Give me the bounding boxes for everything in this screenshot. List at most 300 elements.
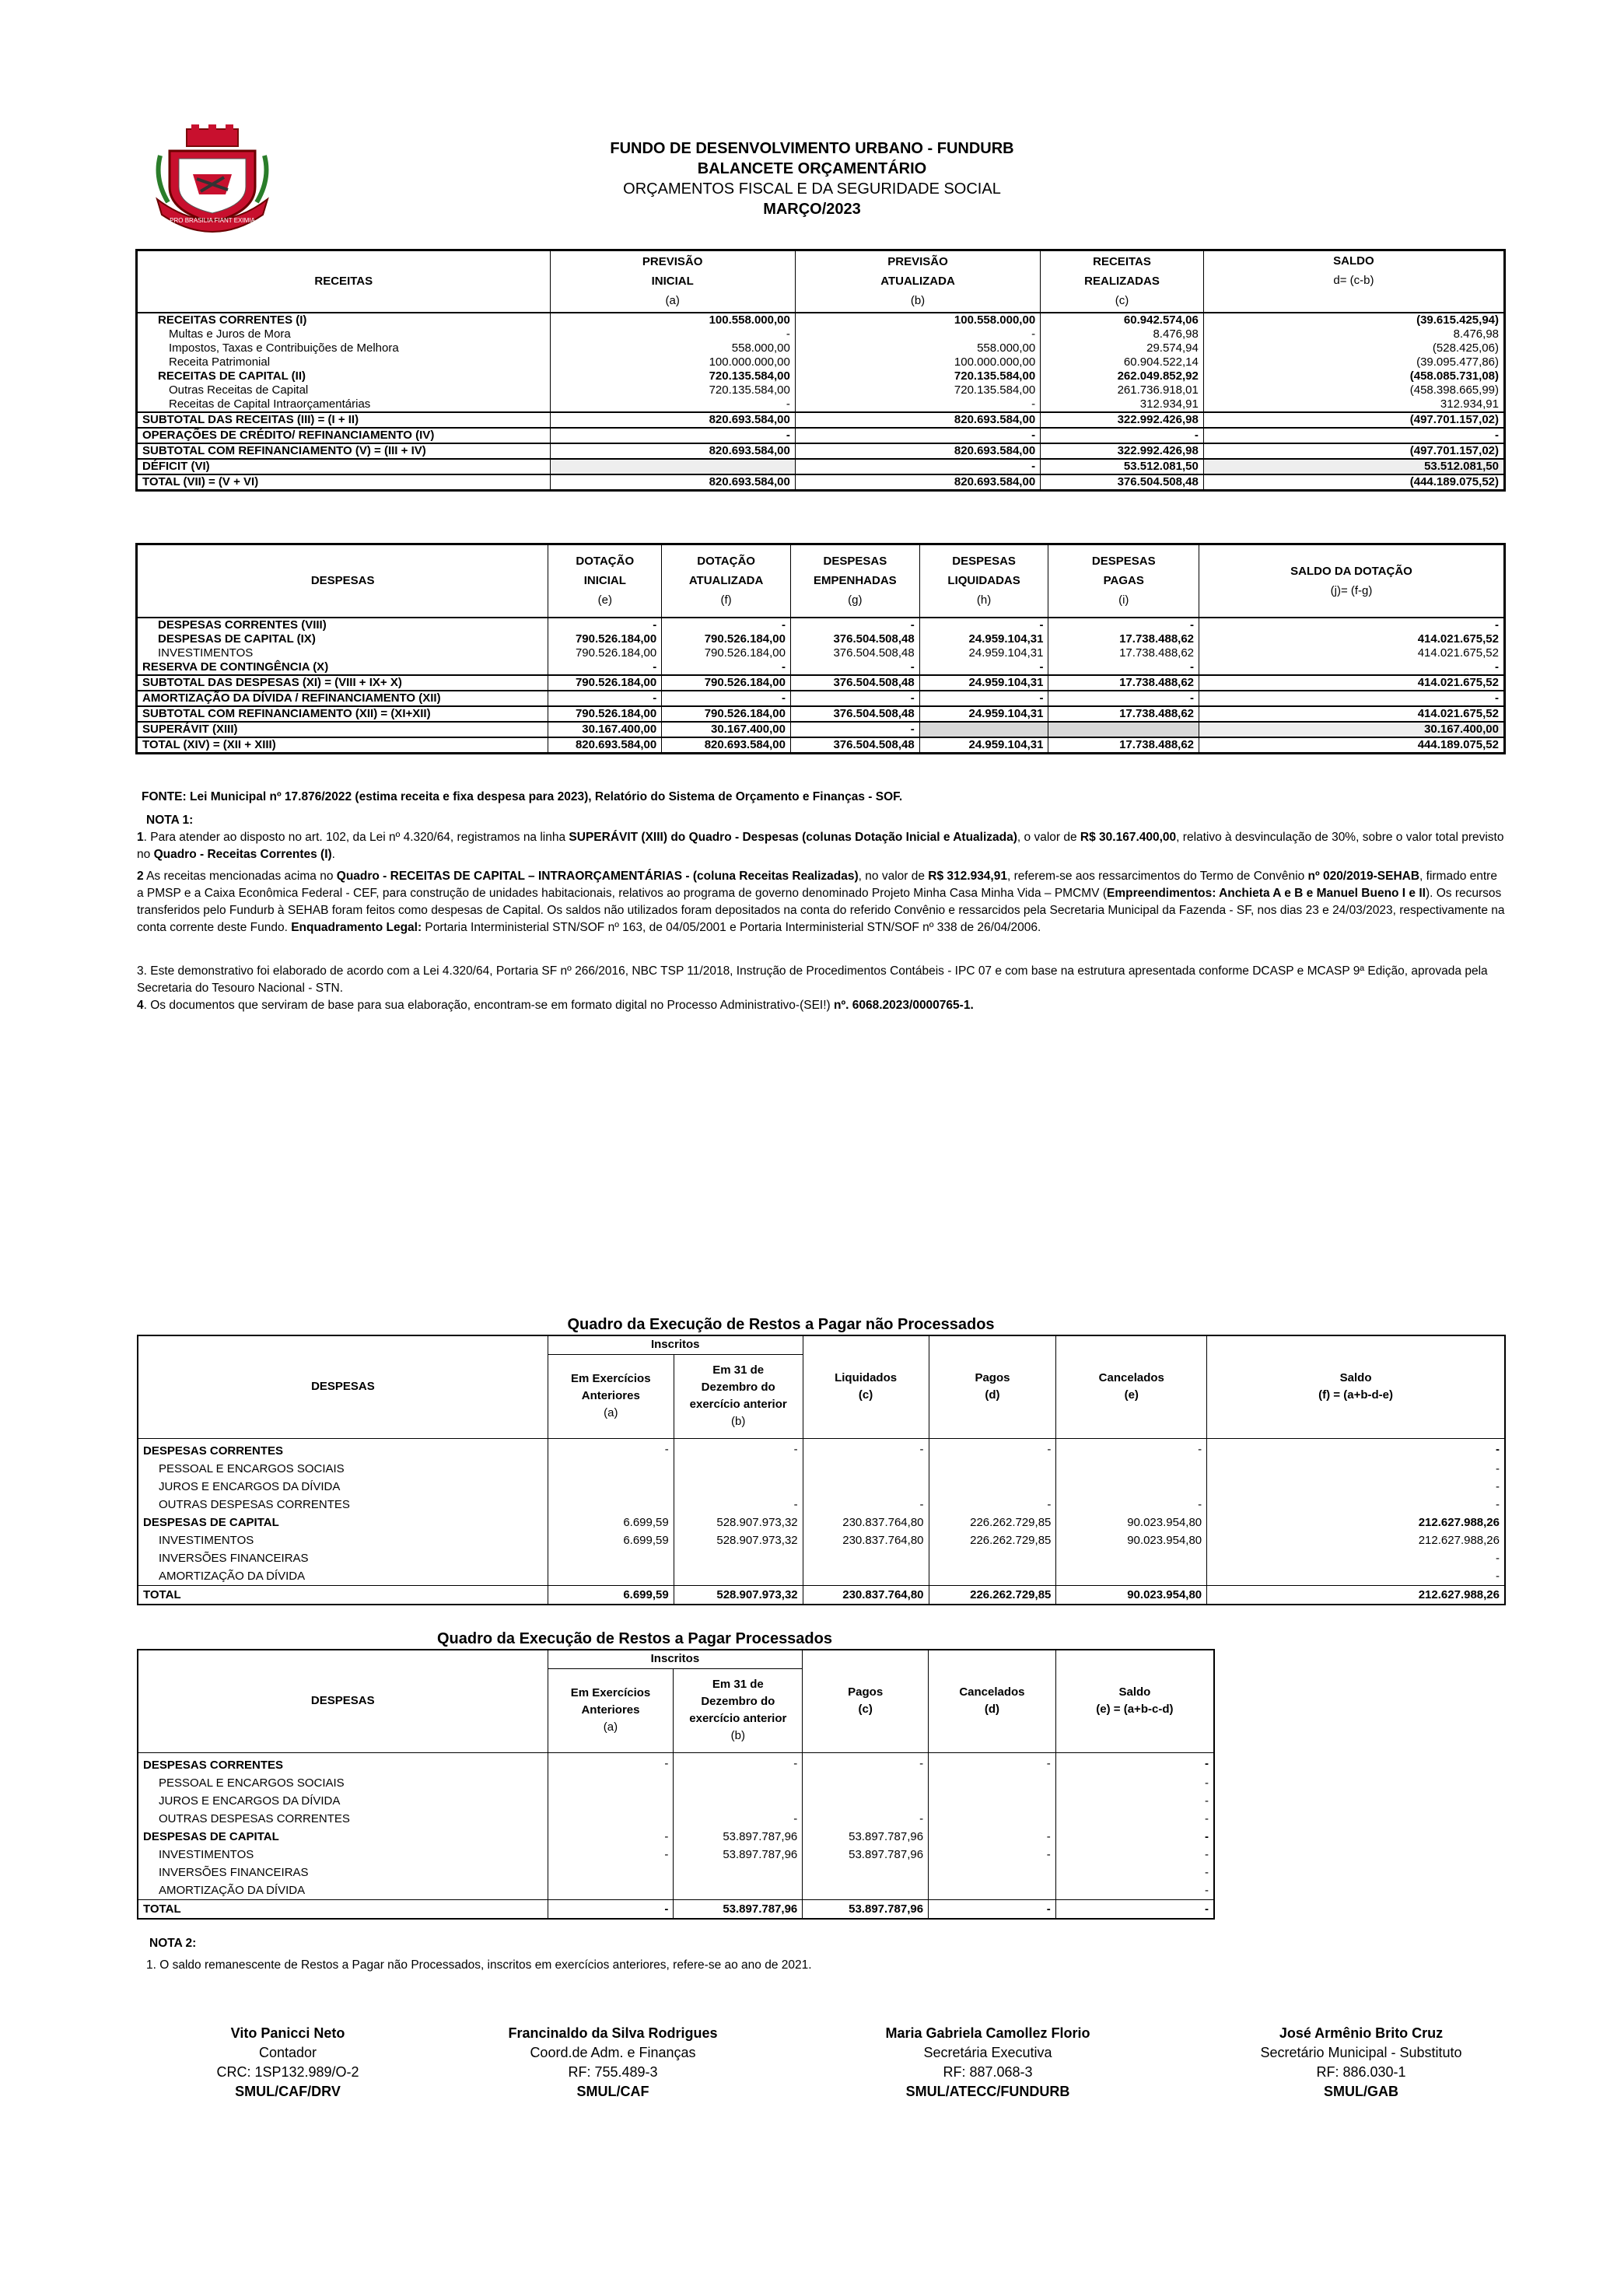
table-row (138, 1478, 1505, 1496)
value-cell-c: 262.049.852,92 (1041, 369, 1204, 383)
row-label: OUTRAS DESPESAS CORRENTES (159, 1811, 350, 1825)
value-cell-d: 8.476,98 (1203, 327, 1504, 341)
value-cell-e: 90.023.954,80 (1056, 1514, 1207, 1531)
liquidadas-header: DESPESAS LIQUIDADAS (h) (919, 544, 1048, 618)
value-cell-e: 790.526.184,00 (548, 706, 662, 722)
value-cell-e: - (1055, 1864, 1214, 1881)
table-row (138, 1899, 1214, 1919)
row-label: RECEITAS DE CAPITAL (II) (158, 369, 306, 383)
table-row (137, 383, 1505, 397)
signature-role: Secretário Municipal - Substituto (1260, 2045, 1462, 2060)
value-cell-h (919, 722, 1048, 737)
table-row (138, 1531, 1505, 1549)
prev-atualizada-header: PREVISÃO ATUALIZADA (b) (795, 250, 1040, 313)
value-cell-f: - (1207, 1496, 1505, 1514)
row-label: SUPERÁVIT (XIII) (137, 722, 548, 737)
rpp-title: Quadro da Execução de Restos a Pagar Processados (437, 1630, 832, 1647)
value-cell-f: 820.693.584,00 (662, 737, 791, 754)
fonte-line: FONTE: Lei Municipal nº 17.876/2022 (estima receita e fixa despesa para 2023), Relatório do Sistema de Orçamento e Finanças - SOF. (142, 790, 903, 803)
value-cell-d (929, 1792, 1056, 1810)
value-cell-f: - (1207, 1549, 1505, 1567)
value-cell-c: 53.512.081,50 (1041, 459, 1204, 474)
row-label: Receitas de Capital Intraorçamentárias (169, 397, 371, 411)
value-cell-b: - (674, 1810, 803, 1828)
value-cell-d (929, 1460, 1056, 1478)
value-cell-a: - (550, 397, 795, 412)
table-row (137, 691, 1505, 706)
rpnp-exercicios-anteriores-header: Em Exercícios Anteriores (a) (548, 1354, 674, 1438)
value-cell-f: - (662, 660, 791, 675)
value-cell-a: 100.558.000,00 (550, 313, 795, 327)
row-label: INVESTIMENTOS (158, 646, 254, 660)
value-cell-g: 376.504.508,48 (790, 646, 919, 660)
value-cell-b (674, 1881, 803, 1900)
row-label: Outras Receitas de Capital (169, 383, 309, 397)
value-cell-a: - (548, 1846, 674, 1864)
value-cell-d: 226.262.729,85 (929, 1531, 1056, 1549)
value-cell-j: 414.021.675,52 (1199, 632, 1505, 646)
value-cell-b: 528.907.973,32 (674, 1585, 803, 1605)
notes-section (137, 789, 1506, 1014)
table-row (138, 1752, 1214, 1774)
value-cell-c: 53.897.787,96 (803, 1828, 929, 1846)
signature-registration: RF: 887.068-3 (943, 2064, 1033, 2080)
value-cell-j: 30.167.400,00 (1199, 722, 1505, 737)
realizadas-header: RECEITAS REALIZADAS (c) (1041, 250, 1204, 313)
value-cell-b: 558.000,00 (795, 341, 1040, 355)
row-label: OUTRAS DESPESAS CORRENTES (159, 1497, 350, 1511)
value-cell-c: - (803, 1496, 929, 1514)
value-cell-a: - (548, 1752, 674, 1774)
value-cell-d: (39.095.477,86) (1203, 355, 1504, 369)
value-cell-d (929, 1881, 1056, 1900)
nota2-item-1: 1. O saldo remanescente de Restos a Pagar não Processados, inscritos em exercícios anteriores, refere-se ao ano de 2021. (146, 1958, 812, 1972)
table-row (138, 1549, 1505, 1567)
value-cell-d (929, 1810, 1056, 1828)
value-cell-e: - (1055, 1752, 1214, 1774)
value-cell-e: - (1055, 1792, 1214, 1810)
value-cell-f: 790.526.184,00 (662, 706, 791, 722)
row-label: TOTAL (138, 1899, 548, 1919)
row-label: TOTAL (XIV) = (XII + XIII) (137, 737, 548, 754)
value-cell-b (674, 1567, 803, 1586)
value-cell-c: 60.904.522,14 (1041, 355, 1204, 369)
value-cell-e (1056, 1549, 1207, 1567)
table-row (137, 737, 1505, 754)
value-cell-d: (458.398.665,99) (1203, 383, 1504, 397)
saldo-header: SALDO d= (c-b) (1203, 250, 1504, 313)
value-cell-c: 230.837.764,80 (803, 1585, 929, 1605)
value-cell-j: 444.189.075,52 (1199, 737, 1505, 754)
value-cell-b (674, 1549, 803, 1567)
signature-name: Maria Gabriela Camollez Florio (885, 2025, 1090, 2041)
signature-registration: RF: 755.489-3 (568, 2064, 658, 2080)
table-row (137, 397, 1505, 412)
value-cell-j: 414.021.675,52 (1199, 675, 1505, 691)
value-cell-a: 820.693.584,00 (550, 412, 795, 428)
value-cell-b: 53.897.787,96 (674, 1828, 803, 1846)
value-cell-f: 212.627.988,26 (1207, 1531, 1505, 1549)
value-cell-c: 322.992.426,98 (1041, 443, 1204, 459)
value-cell-g: - (790, 722, 919, 737)
table-row (137, 428, 1505, 443)
rpp-inscritos-header: Inscritos (548, 1650, 803, 1668)
table-row (137, 459, 1505, 474)
receitas-table (135, 249, 1506, 492)
value-cell-c: 29.574,94 (1041, 341, 1204, 355)
value-cell-h: 24.959.104,31 (919, 646, 1048, 660)
signature-unit: SMUL/ATECC/FUNDURB (905, 2084, 1070, 2099)
value-cell-d: (497.701.157,02) (1203, 443, 1504, 459)
row-label: DESPESAS DE CAPITAL (IX) (158, 632, 316, 646)
value-cell-h: 24.959.104,31 (919, 675, 1048, 691)
table-row (138, 1438, 1505, 1460)
table-row (138, 1828, 1214, 1846)
value-cell-c: 53.897.787,96 (803, 1899, 929, 1919)
value-cell-d: (458.085.731,08) (1203, 369, 1504, 383)
value-cell-a: - (550, 428, 795, 443)
value-cell-d: - (929, 1438, 1056, 1460)
value-cell-d: - (929, 1846, 1056, 1864)
table-row (137, 722, 1505, 737)
table-row (138, 1567, 1505, 1586)
value-cell-e: - (1056, 1496, 1207, 1514)
table-row (137, 660, 1505, 675)
value-cell-a: - (548, 1438, 674, 1460)
value-cell-c (803, 1460, 929, 1478)
value-cell-g: - (790, 691, 919, 706)
value-cell-g: - (790, 618, 919, 632)
rpnp-cancelados-header: Cancelados (e) (1056, 1335, 1207, 1438)
value-cell-d: - (1203, 428, 1504, 443)
value-cell-b: 720.135.584,00 (795, 369, 1040, 383)
report-header (0, 138, 1624, 219)
value-cell-h: - (919, 618, 1048, 632)
rpnp-inscritos-header: Inscritos (548, 1335, 803, 1354)
rpp-despesas-header: DESPESAS (138, 1650, 548, 1752)
header-fund-name: FUNDO DE DESENVOLVIMENTO URBANO - FUNDURB (610, 140, 1014, 157)
value-cell-c (803, 1864, 929, 1881)
nota2-section (137, 1935, 1506, 1974)
rpnp-31-dezembro-header: Em 31 de Dezembro do exercício anterior (b) (674, 1354, 803, 1438)
value-cell-e: 90.023.954,80 (1056, 1531, 1207, 1549)
value-cell-g: 376.504.508,48 (790, 737, 919, 754)
nota1-item-3: 3. Este demonstrativo foi elaborado de acordo com a Lei 4.320/64, Portaria SF nº 266/2016, NBC TSP 11/2018, Instrução de Procedimentos Contábeis - IPC 07 e com base na estrutura apresentada conforme DCASP e MCASP 9ª Edição, aprovada pela Secretaria do Tesouro Nacional - STN. (137, 964, 1488, 995)
rpnp-title: Quadro da Execução de Restos a Pagar não Processados (567, 1316, 995, 1333)
value-cell-h: 24.959.104,31 (919, 737, 1048, 754)
value-cell-c: - (803, 1438, 929, 1460)
value-cell-d: 226.262.729,85 (929, 1585, 1056, 1605)
svg-text:PRO BRASILIA FIANT EXIMIA: PRO BRASILIA FIANT EXIMIA (170, 217, 255, 224)
value-cell-f: 212.627.988,26 (1207, 1514, 1505, 1531)
value-cell-a: 820.693.584,00 (550, 474, 795, 491)
value-cell-i (1048, 722, 1199, 737)
value-cell-e: - (1055, 1810, 1214, 1828)
table-row (137, 443, 1505, 459)
value-cell-j: - (1199, 618, 1505, 632)
table-row (137, 474, 1505, 491)
value-cell-e: - (548, 618, 662, 632)
value-cell-d: - (929, 1752, 1056, 1774)
value-cell-b (674, 1792, 803, 1810)
value-cell-d: - (929, 1828, 1056, 1846)
signature-4 (1198, 2024, 1524, 2102)
value-cell-i: - (1048, 691, 1199, 706)
value-cell-e: 30.167.400,00 (548, 722, 662, 737)
value-cell-a: 100.000.000,00 (550, 355, 795, 369)
value-cell-c: 8.476,98 (1041, 327, 1204, 341)
nota1-item-4: 4. Os documentos que serviram de base para sua elaboração, encontram-se em formato digital no Processo Administrativo-(SEI!) nº. 6068.2023/0000765-1. (137, 999, 974, 1012)
value-cell-d (929, 1478, 1056, 1496)
value-cell-j: 414.021.675,52 (1199, 646, 1505, 660)
value-cell-e (1056, 1460, 1207, 1478)
value-cell-d: (444.189.075,52) (1203, 474, 1504, 491)
signature-registration: RF: 886.030-1 (1316, 2064, 1406, 2080)
row-label: JUROS E ENCARGOS DA DÍVIDA (159, 1794, 341, 1808)
row-label: PESSOAL E ENCARGOS SOCIAIS (159, 1776, 345, 1790)
rpp-saldo-header: Saldo (e) = (a+b-c-d) (1055, 1650, 1214, 1752)
value-cell-c (803, 1881, 929, 1900)
value-cell-h: - (919, 691, 1048, 706)
value-cell-i: - (1048, 660, 1199, 675)
value-cell-j: - (1199, 660, 1505, 675)
row-label: DESPESAS CORRENTES (143, 1758, 284, 1772)
table-row (138, 1792, 1214, 1810)
value-cell-a (548, 1549, 674, 1567)
value-cell-c (803, 1774, 929, 1792)
value-cell-f: 30.167.400,00 (662, 722, 791, 737)
value-cell-f: - (1207, 1478, 1505, 1496)
value-cell-f: - (1207, 1438, 1505, 1460)
signature-name: José Armênio Brito Cruz (1279, 2025, 1444, 2041)
table-row (137, 369, 1505, 383)
value-cell-h: 24.959.104,31 (919, 706, 1048, 722)
value-cell-f: - (662, 691, 791, 706)
value-cell-b: 100.000.000,00 (795, 355, 1040, 369)
rpp-table (137, 1649, 1215, 1920)
value-cell-b: - (795, 428, 1040, 443)
value-cell-c: 230.837.764,80 (803, 1514, 929, 1531)
table-row (138, 1460, 1505, 1478)
row-label: Multas e Juros de Mora (169, 327, 291, 341)
value-cell-c (803, 1792, 929, 1810)
value-cell-a (548, 1792, 674, 1810)
value-cell-c: - (803, 1752, 929, 1774)
row-label: DÉFICIT (VI) (137, 459, 551, 474)
table-row (138, 1810, 1214, 1828)
value-cell-b: 528.907.973,32 (674, 1514, 803, 1531)
table-row (137, 706, 1505, 722)
rpp-pagos-header: Pagos (c) (803, 1650, 929, 1752)
table-row (138, 1514, 1505, 1531)
value-cell-c: 53.897.787,96 (803, 1846, 929, 1864)
row-label: AMORTIZAÇÃO DA DÍVIDA (159, 1569, 306, 1583)
rpnp-despesas-header: DESPESAS (138, 1335, 548, 1438)
value-cell-e: - (548, 660, 662, 675)
row-label: AMORTIZAÇÃO DA DÍVIDA / REFINANCIAMENTO (XII) (137, 691, 548, 706)
value-cell-e (1056, 1478, 1207, 1496)
signature-name: Francinaldo da Silva Rodrigues (508, 2025, 718, 2041)
value-cell-b (674, 1774, 803, 1792)
row-label: INVESTIMENTOS (159, 1533, 254, 1547)
signature-unit: SMUL/CAF/DRV (235, 2084, 341, 2099)
row-label: RECEITAS CORRENTES (I) (158, 313, 307, 327)
value-cell-a (548, 1864, 674, 1881)
row-label: DESPESAS CORRENTES (143, 1444, 284, 1458)
value-cell-c: - (1041, 428, 1204, 443)
value-cell-b: 820.693.584,00 (795, 474, 1040, 491)
value-cell-e: 790.526.184,00 (548, 632, 662, 646)
value-cell-c (803, 1478, 929, 1496)
value-cell-c: - (803, 1810, 929, 1828)
row-label: SUBTOTAL DAS RECEITAS (III) = (I + II) (137, 412, 551, 428)
value-cell-b: - (674, 1496, 803, 1514)
value-cell-i: 17.738.488,62 (1048, 706, 1199, 722)
value-cell-b (674, 1460, 803, 1478)
value-cell-b: 720.135.584,00 (795, 383, 1040, 397)
table-row (138, 1496, 1505, 1514)
signature-2 (450, 2024, 776, 2102)
table-row (137, 646, 1505, 660)
value-cell-f: - (1207, 1460, 1505, 1478)
value-cell-c: 60.942.574,06 (1041, 313, 1204, 327)
value-cell-b: - (674, 1438, 803, 1460)
table-row (138, 1774, 1214, 1792)
value-cell-g: 376.504.508,48 (790, 632, 919, 646)
value-cell-a: 720.135.584,00 (550, 383, 795, 397)
value-cell-e: 820.693.584,00 (548, 737, 662, 754)
value-cell-d: (497.701.157,02) (1203, 412, 1504, 428)
row-label: SUBTOTAL COM REFINANCIAMENTO (V) = (III + IV) (137, 443, 551, 459)
value-cell-e: - (548, 691, 662, 706)
signature-unit: SMUL/GAB (1324, 2084, 1398, 2099)
value-cell-a (550, 459, 795, 474)
value-cell-f: - (1207, 1567, 1505, 1586)
value-cell-b: - (795, 327, 1040, 341)
value-cell-a (548, 1810, 674, 1828)
empenhadas-header: DESPESAS EMPENHADAS (g) (790, 544, 919, 618)
signature-role: Contador (258, 2045, 317, 2060)
value-cell-b (674, 1478, 803, 1496)
value-cell-h: - (919, 660, 1048, 675)
rpnp-table (137, 1335, 1506, 1605)
value-cell-c: 230.837.764,80 (803, 1531, 929, 1549)
value-cell-d: 226.262.729,85 (929, 1514, 1056, 1531)
value-cell-f: 212.627.988,26 (1207, 1585, 1505, 1605)
value-cell-b: 820.693.584,00 (795, 412, 1040, 428)
row-label: PESSOAL E ENCARGOS SOCIAIS (159, 1461, 345, 1475)
signature-role: Coord.de Adm. e Finanças (530, 2045, 696, 2060)
table-row (137, 327, 1505, 341)
rpp-31-dezembro-header: Em 31 de Dezembro do exercício anterior (b) (674, 1668, 803, 1752)
row-label: AMORTIZAÇÃO DA DÍVIDA (159, 1883, 306, 1897)
value-cell-c: 322.992.426,98 (1041, 412, 1204, 428)
table-row (137, 313, 1505, 327)
value-cell-h: 24.959.104,31 (919, 632, 1048, 646)
value-cell-d: 312.934,91 (1203, 397, 1504, 412)
row-label: TOTAL (138, 1585, 548, 1605)
header-report-title: BALANCETE ORÇAMENTÁRIO (697, 160, 927, 177)
saldo-dotacao-header: SALDO DA DOTAÇÃO (j)= (f-g) (1199, 544, 1505, 618)
value-cell-e: - (1055, 1828, 1214, 1846)
value-cell-a: - (550, 327, 795, 341)
value-cell-a: 720.135.584,00 (550, 369, 795, 383)
row-label: OPERAÇÕES DE CRÉDITO/ REFINANCIAMENTO (IV) (137, 428, 551, 443)
value-cell-b: - (795, 397, 1040, 412)
header-budget-type: ORÇAMENTOS FISCAL E DA SEGURIDADE SOCIAL (623, 180, 1001, 198)
table-row (137, 355, 1505, 369)
value-cell-i: 17.738.488,62 (1048, 737, 1199, 754)
value-cell-c (803, 1549, 929, 1567)
rpnp-pagos-header: Pagos (d) (929, 1335, 1056, 1438)
nota1-item-1: 1. Para atender ao disposto no art. 102, da Lei nº 4.320/64, registramos na linha SUPERÁVIT (XIII) do Quadro - Despesas (colunas Dotação Inicial e Atualizada), o valor de R$ 30.167.400,00, relativo à desvinculação de 30%, sobre o valor total previsto no Quadro - Receitas Correntes (I). (137, 831, 1504, 861)
signature-3 (824, 2024, 1151, 2102)
value-cell-a: - (548, 1899, 674, 1919)
value-cell-i: 17.738.488,62 (1048, 646, 1199, 660)
table-row (138, 1846, 1214, 1864)
value-cell-a (548, 1774, 674, 1792)
value-cell-d: - (929, 1899, 1056, 1919)
value-cell-f: 790.526.184,00 (662, 646, 791, 660)
value-cell-e (1056, 1567, 1207, 1586)
value-cell-d: (39.615.425,94) (1203, 313, 1504, 327)
value-cell-d: - (929, 1496, 1056, 1514)
value-cell-e: 790.526.184,00 (548, 646, 662, 660)
rpnp-liquidados-header: Liquidados (c) (803, 1335, 929, 1438)
signature-1 (124, 2024, 451, 2102)
value-cell-d (929, 1774, 1056, 1792)
table-row (137, 341, 1505, 355)
pagas-header: DESPESAS PAGAS (i) (1048, 544, 1199, 618)
prev-inicial-header: PREVISÃO INICIAL (a) (550, 250, 795, 313)
value-cell-e: 790.526.184,00 (548, 675, 662, 691)
value-cell-d (929, 1864, 1056, 1881)
value-cell-b: 100.558.000,00 (795, 313, 1040, 327)
value-cell-a (548, 1496, 674, 1514)
receitas-col-header: RECEITAS (137, 250, 551, 313)
value-cell-a (548, 1460, 674, 1478)
value-cell-i: - (1048, 618, 1199, 632)
table-row (137, 412, 1505, 428)
despesas-table (135, 543, 1506, 754)
value-cell-a (548, 1478, 674, 1496)
row-label: INVESTIMENTOS (159, 1847, 254, 1861)
rpp-exercicios-anteriores-header: Em Exercícios Anteriores (a) (548, 1668, 674, 1752)
row-label: INVERSÕES FINANCEIRAS (159, 1551, 309, 1565)
value-cell-c: 312.934,91 (1041, 397, 1204, 412)
dotacao-inicial-header: DOTAÇÃO INICIAL (e) (548, 544, 662, 618)
row-label: Impostos, Taxas e Contribuições de Melhora (169, 341, 399, 355)
row-label: JUROS E ENCARGOS DA DÍVIDA (159, 1479, 341, 1493)
nota1-title: NOTA 1: (146, 814, 194, 827)
value-cell-d: 53.512.081,50 (1203, 459, 1504, 474)
value-cell-b: 53.897.787,96 (674, 1899, 803, 1919)
value-cell-g: - (790, 660, 919, 675)
value-cell-i: 17.738.488,62 (1048, 632, 1199, 646)
rpp-cancelados-header: Cancelados (d) (929, 1650, 1056, 1752)
value-cell-b: 820.693.584,00 (795, 443, 1040, 459)
value-cell-d (929, 1567, 1056, 1586)
table-row (137, 618, 1505, 632)
signature-role: Secretária Executiva (923, 2045, 1052, 2060)
table-row (138, 1881, 1214, 1900)
header-period: MARÇO/2023 (763, 201, 861, 218)
row-label: DESPESAS DE CAPITAL (143, 1829, 279, 1843)
value-cell-a: 6.699,59 (548, 1585, 674, 1605)
value-cell-f: - (662, 618, 791, 632)
table-row (138, 1864, 1214, 1881)
row-label: Receita Patrimonial (169, 355, 271, 369)
